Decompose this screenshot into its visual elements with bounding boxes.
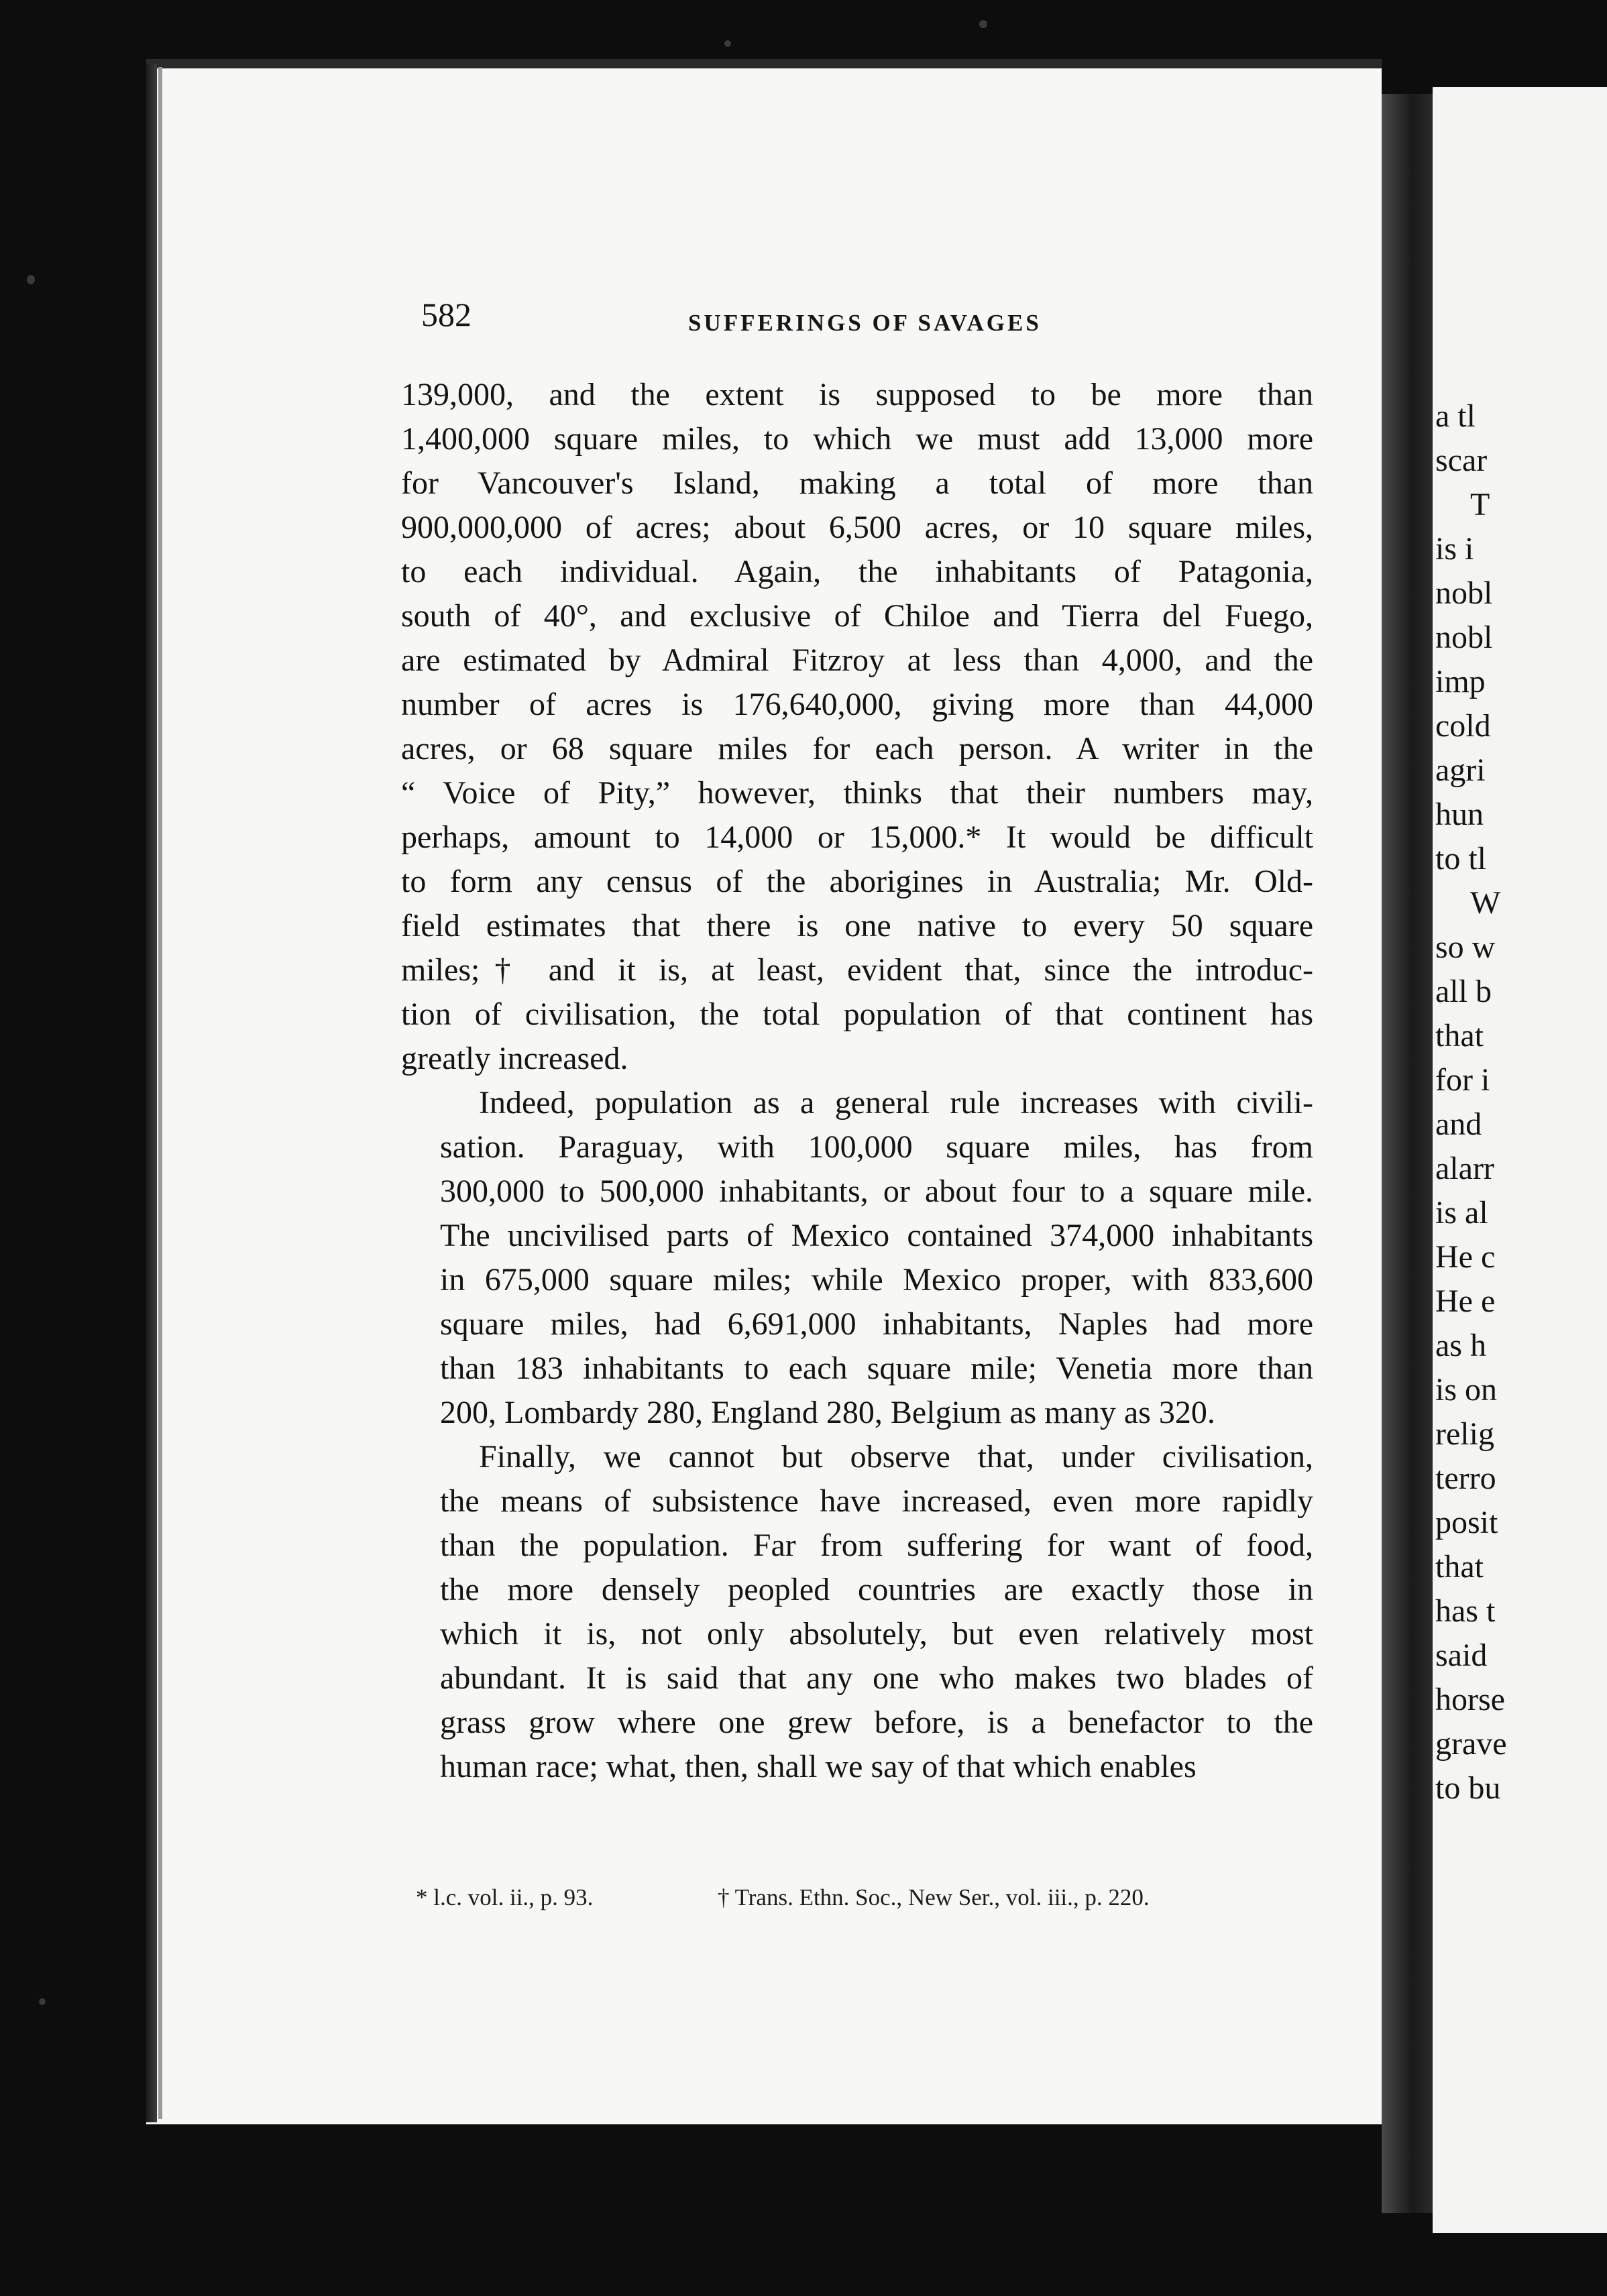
text-line: perhaps, amount to 14,000 or 15,000.* It would be difficult (401, 819, 1313, 855)
text-line: in 675,000 square miles; while Mexico proper, with 833,600 (440, 1262, 1313, 1298)
facing-page-line: is al (1435, 1195, 1488, 1230)
text-line: greatly increased. (401, 1041, 628, 1076)
facing-page-line: posit (1435, 1505, 1498, 1540)
facing-page-line: is on (1435, 1372, 1498, 1408)
facing-page-line: He e (1435, 1283, 1496, 1319)
facing-page-line: so w (1435, 929, 1496, 965)
running-head: SUFFERINGS OF SAVAGES (688, 310, 1042, 336)
text-line: Indeed, population as a general rule increases with civili- (479, 1085, 1313, 1121)
text-line: Finally, we cannot but observe that, under civilisation, (479, 1439, 1313, 1475)
facing-page-line: He c (1435, 1239, 1496, 1275)
facing-page-line: T (1470, 487, 1490, 522)
text-line: which it is, not only absolutely, but even relatively most (440, 1616, 1313, 1652)
text-line: are estimated by Admiral Fitzroy at less than 4,000, and the (401, 642, 1313, 678)
facing-page-line: as h (1435, 1328, 1486, 1363)
text-line: human race; what, then, shall we say of that which enables (440, 1749, 1197, 1784)
paragraph (401, 1081, 1313, 1435)
facing-page-line: and (1435, 1106, 1482, 1142)
facing-page-line: all b (1435, 974, 1492, 1009)
text-line: to form any census of the aborigines in Australia; Mr. Old- (401, 864, 1313, 899)
text-line: number of acres is 176,640,000, giving more than 44,000 (401, 687, 1313, 722)
facing-page-line: terro (1435, 1460, 1496, 1496)
facing-page-line: is i (1435, 531, 1474, 567)
text-line: square miles, had 6,691,000 inhabitants, Naples had more (440, 1306, 1313, 1342)
background-speck (979, 20, 987, 28)
facing-page-line: relig (1435, 1416, 1494, 1452)
facing-page-line: cold (1435, 708, 1491, 744)
text-line: to each individual. Again, the inhabitants of Patagonia, (401, 554, 1313, 589)
facing-page-line: imp (1435, 664, 1486, 699)
body-text (401, 373, 1313, 1789)
text-line: miles;† and it is, at least, evident that, since the introduc- (401, 952, 1313, 988)
text-line: 1,400,000 square miles, to which we must add 13,000 more (401, 421, 1313, 457)
background-speck (724, 40, 731, 47)
footnote-2: † Trans. Ethn. Soc., New Ser., vol. iii., p. 220. (718, 1884, 1150, 1910)
text-line: south of 40°, and exclusive of Chiloe and Tierra del Fuego, (401, 598, 1313, 634)
paragraph (401, 373, 1313, 1081)
facing-page-line: to tl (1435, 841, 1487, 876)
background-speck (39, 1998, 46, 2005)
text-line: grass grow where one grew before, is a benefactor to the (440, 1705, 1313, 1740)
background-speck (27, 275, 35, 284)
footnotes (409, 1884, 1321, 1925)
facing-page-line: horse (1435, 1682, 1505, 1717)
facing-page-line: for i (1435, 1062, 1490, 1098)
text-line: the more densely peopled countries are exactly those in (440, 1572, 1313, 1607)
facing-page-line: a tl (1435, 398, 1476, 434)
facing-page-line: nobl (1435, 620, 1493, 655)
text-line: acres, or 68 square miles for each person. A writer in the (401, 731, 1313, 766)
facing-page-line: grave (1435, 1726, 1507, 1762)
text-line: “ Voice of Pity,” however, thinks that their numbers may, (401, 775, 1313, 811)
facing-page-line: scar (1435, 443, 1488, 478)
facing-page-line: that (1435, 1549, 1484, 1585)
footnote-1: * l.c. vol. ii., p. 93. (416, 1884, 594, 1910)
text-line: field estimates that there is one native to every 50 square (401, 908, 1313, 943)
text-line: tion of civilisation, the total population of that continent has (401, 996, 1313, 1032)
text-line: sation. Paraguay, with 100,000 square miles, has from (440, 1129, 1313, 1165)
facing-page-line: that (1435, 1018, 1484, 1053)
facing-page-line: W (1470, 885, 1501, 921)
facing-page-line: has t (1435, 1593, 1496, 1629)
text-line: 300,000 to 500,000 inhabitants, or about four to a square mile. (440, 1173, 1313, 1209)
page-header (421, 295, 1313, 342)
facing-page-text (1435, 394, 1603, 1811)
paragraph (401, 1435, 1313, 1789)
facing-page-line: nobl (1435, 575, 1493, 611)
text-line: 900,000,000 of acres; about 6,500 acres, or 10 square miles, (401, 510, 1313, 545)
facing-page-line: alarr (1435, 1151, 1494, 1186)
text-line: 139,000, and the extent is supposed to be more than (401, 377, 1313, 412)
facing-page-line: said (1435, 1638, 1488, 1673)
text-line: than 183 inhabitants to each square mile; Venetia more than (440, 1351, 1313, 1386)
text-line: the means of subsistence have increased, even more rapidly (440, 1483, 1313, 1519)
text-line: abundant. It is said that any one who makes two blades of (440, 1660, 1313, 1696)
text-line: 200, Lombardy 280, England 280, Belgium as many as 320. (440, 1395, 1215, 1430)
facing-page-line: agri (1435, 752, 1486, 788)
page-number: 582 (421, 296, 472, 333)
text-line: for Vancouver's Island, making a total of more than (401, 465, 1313, 501)
text-line: The uncivilised parts of Mexico contained 374,000 inhabitants (440, 1218, 1313, 1253)
book-gutter (1382, 94, 1433, 2213)
text-line: than the population. Far from suffering for want of food, (440, 1528, 1313, 1563)
page-edge-line (158, 67, 162, 2119)
facing-page-line: to bu (1435, 1770, 1501, 1806)
page-edge-shadow (146, 64, 157, 2122)
facing-page-line: hun (1435, 797, 1484, 832)
